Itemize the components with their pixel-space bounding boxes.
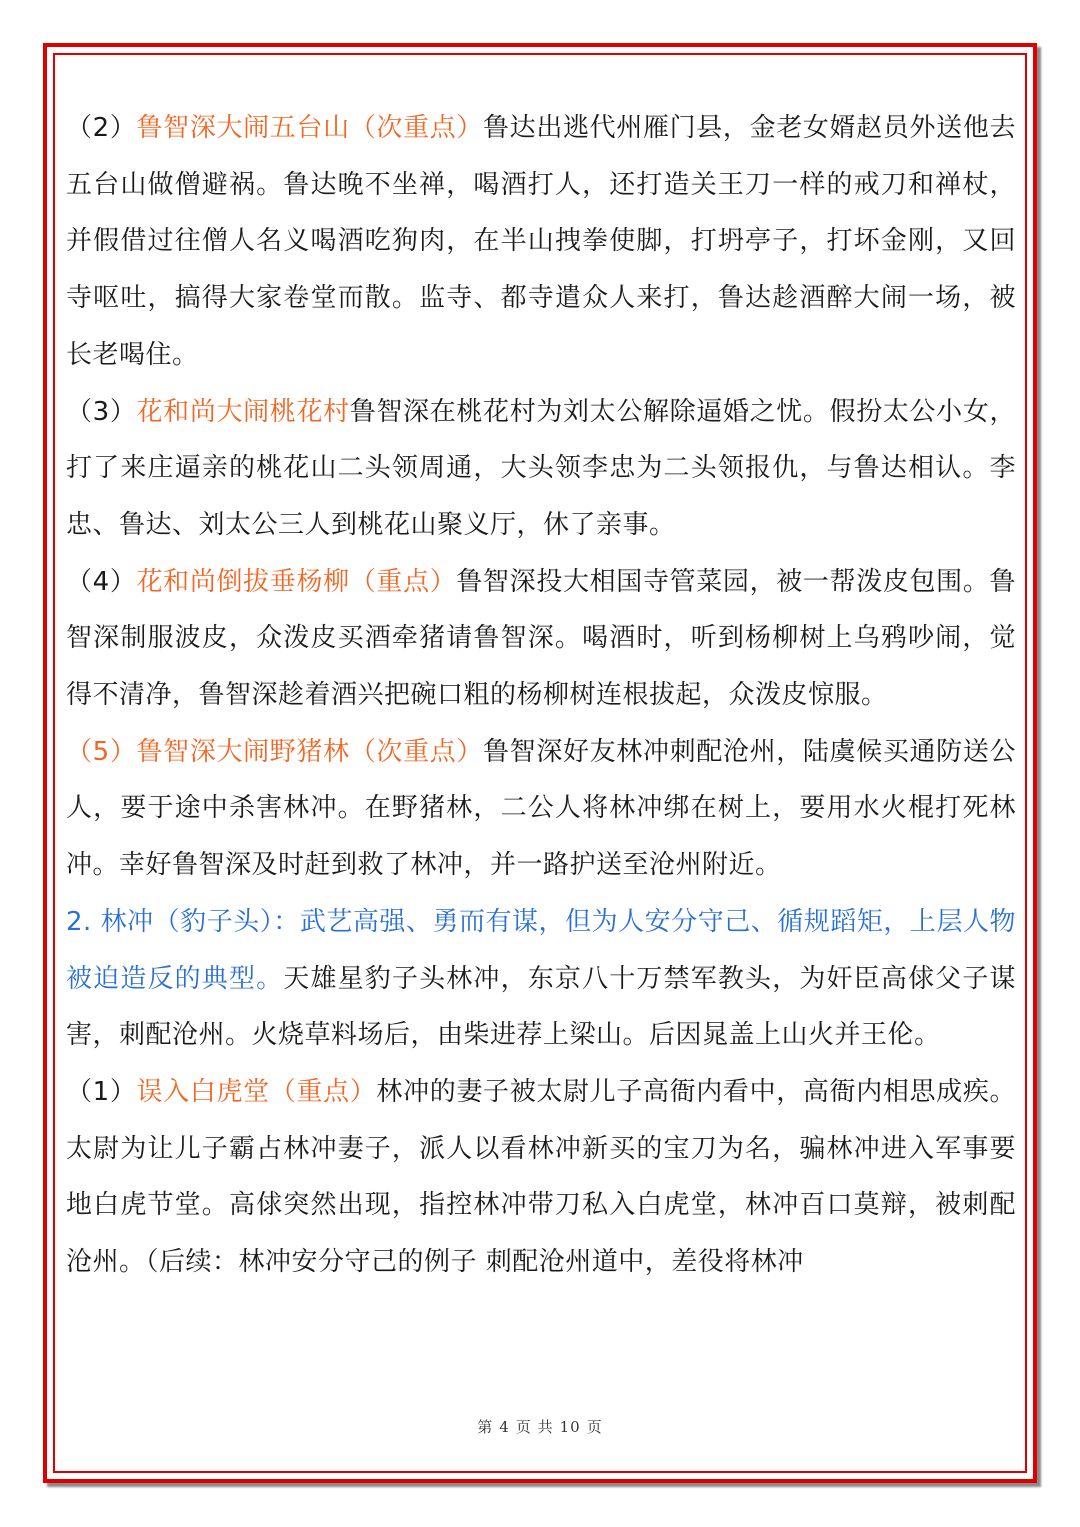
item-number: （3） bbox=[66, 396, 137, 427]
paragraph-chuiyangliu bbox=[66, 554, 1016, 724]
paragraph-baihutang bbox=[66, 1064, 1016, 1291]
section-heading: 误入白虎堂（重点） bbox=[136, 1076, 377, 1107]
document-body bbox=[66, 100, 1016, 1291]
paragraph-text: 鲁达出逃代州雁门县，金老女婿赵员外送他去五台山做僧避祸。鲁达晚不坐禅，喝酒打人，还打造关王刀一样的戒刀和禅杖，并假借过往僧人名义喝酒吃狗肉，在半山拽拳使脚，打坍亭子，打坏金刚，又回寺呕吐，搞得大家卷堂而散。监寺、都寺遣众人来打，鲁达趁酒醉大闹一场，被长老喝住。 bbox=[66, 113, 1016, 370]
footer-suffix: 页 bbox=[586, 1418, 603, 1436]
section-heading: 花和尚大闹桃花村 bbox=[136, 396, 350, 427]
paragraph-text: 鲁智深在桃花村为刘太公解除逼婚之忧。假扮太公小女，打了来庄逼亲的桃花山二头领周通，大头领李忠为二头领报仇，与鲁达相认。李忠、鲁达、刘太公三人到桃花山聚义厅，休了亲事。 bbox=[66, 396, 1016, 540]
paragraph-text: 鲁智深投大相国寺管菜园，被一帮泼皮包围。鲁智深制服波皮，众泼皮买酒牵猪请鲁智深。喝酒时，听到杨柳树上乌鸦吵闹，觉得不清净，鲁智深趁着酒兴把碗口粗的杨柳树连根拔起，众泼皮惊服。 bbox=[66, 566, 1016, 711]
footer-prefix: 第 bbox=[477, 1418, 494, 1436]
item-number: （1） bbox=[66, 1076, 137, 1107]
total-page-count: 10 bbox=[559, 1418, 581, 1436]
item-number: （5） bbox=[66, 736, 137, 767]
paragraph-text: 鲁智深好友林冲刺配沧州，陆虞候买通防送公人，要于途中杀害林冲。在野猪林，二公人将林冲绑在树上，要用水火棍打死林冲。幸好鲁智深及时赶到救了林冲，并一路护送至沧州附近。 bbox=[66, 736, 1016, 881]
paragraph-text: 林冲的妻子被太尉儿子高衙内看中，高衙内相思成疾。太尉为让儿子霸占林冲妻子，派人以看林冲新买的宝刀为名，骗林冲进入军事要地白虎节堂。高俅突然出现，指控林冲带刀私入白虎堂，林冲百口莫辩，被刺配沧州。（后续：林冲安分守己的例子 刺配沧州道中，差役将林冲 bbox=[66, 1076, 1016, 1278]
paragraph-linchong bbox=[66, 894, 1016, 1064]
paragraph-text: 天雄星豹子头林冲，东京八十万禁军教头，为奸臣高俅父子谋害，刺配沧州。火烧草料场后，由柴进荐上梁山。后因晁盖上山火并王伦。 bbox=[66, 963, 1016, 1051]
item-number: （4） bbox=[66, 566, 137, 597]
item-number: 2. bbox=[66, 906, 101, 937]
footer-mid: 页 共 bbox=[515, 1418, 554, 1436]
section-heading: 鲁智深大闹五台山（次重点） bbox=[136, 113, 484, 143]
page-footer bbox=[0, 1416, 1080, 1437]
section-heading: 花和尚倒拔垂杨柳（重点） bbox=[136, 566, 457, 597]
section-heading: 林冲（豹子头）：武艺高强、勇而有谋，但为人安分守己、循规蹈矩，上层人物被迫造反的典型。 bbox=[66, 906, 1016, 994]
paragraph-luzhishen-wutaishan bbox=[66, 100, 1016, 384]
paragraph-yezhulin bbox=[66, 724, 1016, 894]
item-number: （2） bbox=[66, 113, 137, 143]
paragraph-taohuacun bbox=[66, 384, 1016, 554]
section-heading: 鲁智深大闹野猪林（次重点） bbox=[136, 736, 484, 767]
current-page-number: 4 bbox=[499, 1418, 510, 1436]
